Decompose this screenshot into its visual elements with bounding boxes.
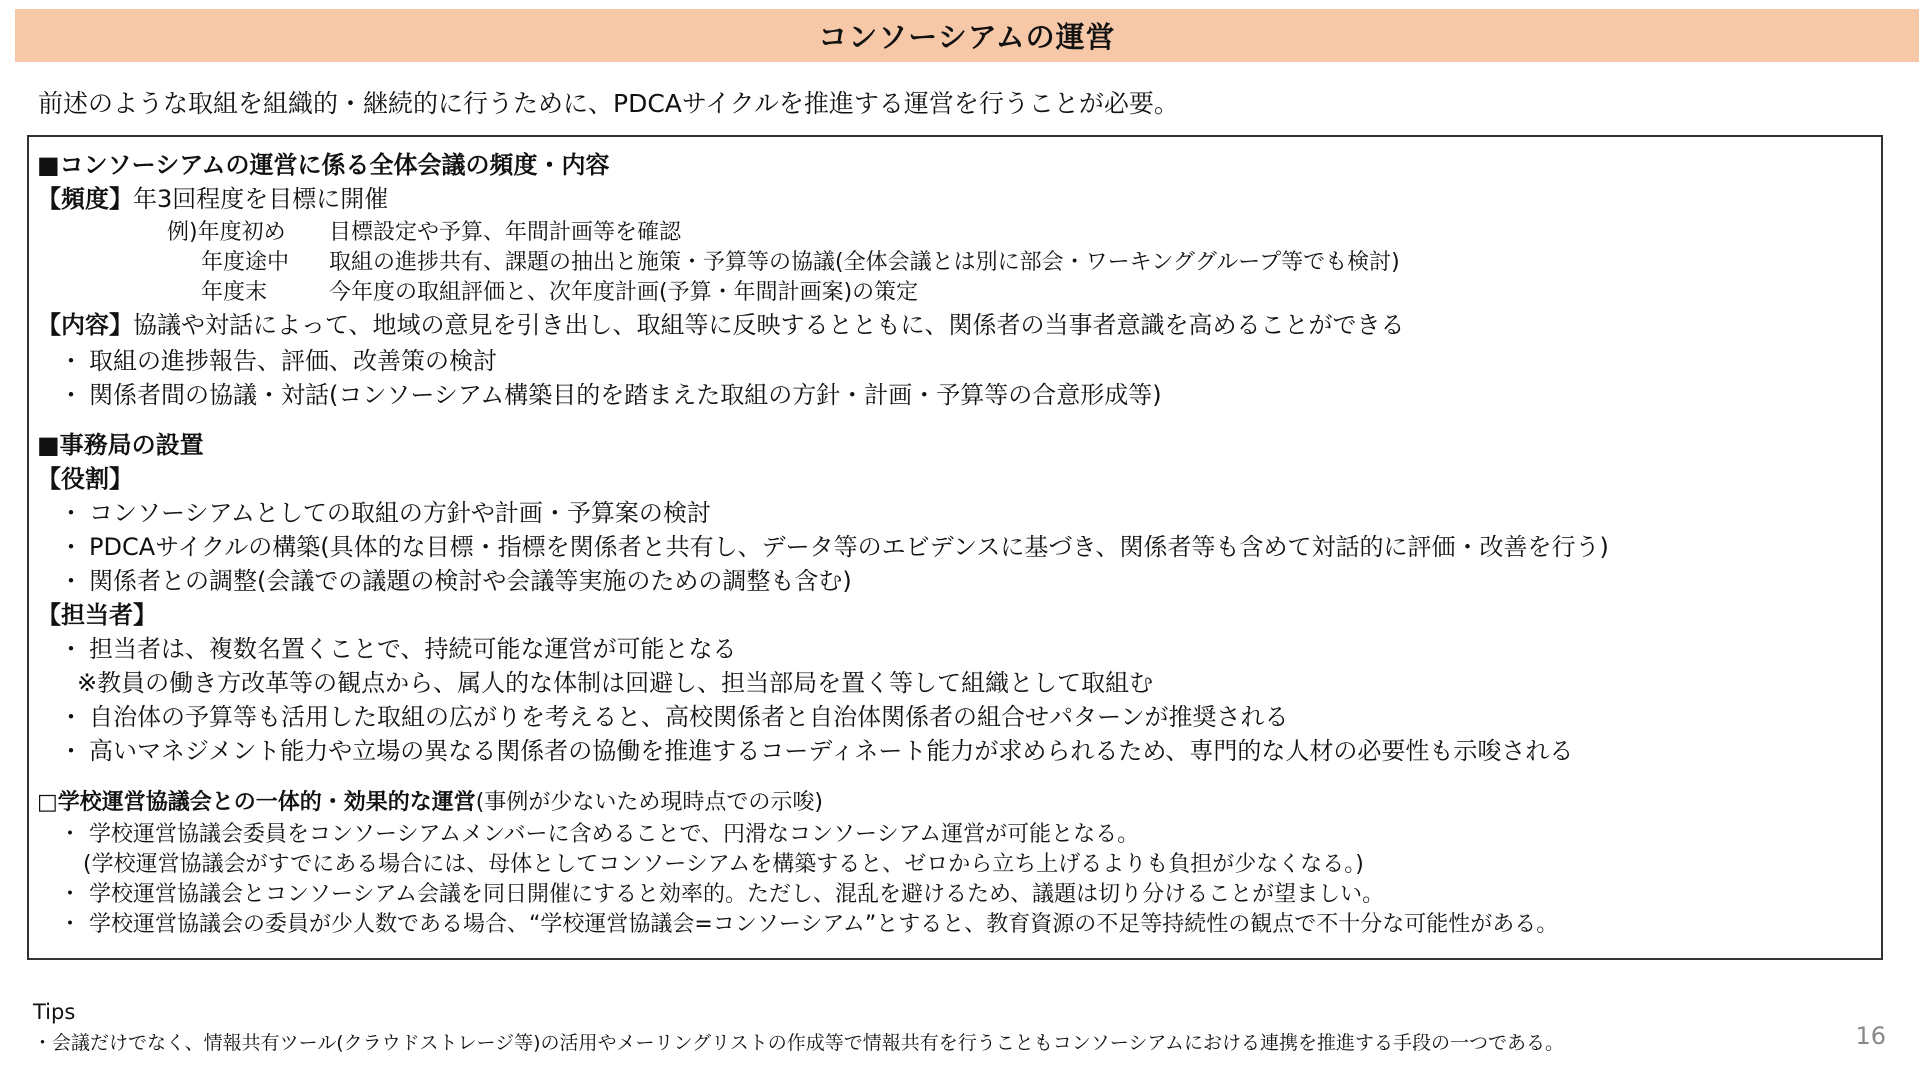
list-item: ・ 関係者との調整(会議での議題の検討や会議等実施のための調整も含む) [59,561,852,596]
list-item: ・ 取組の進捗報告、評価、改善策の検討 [59,341,497,376]
school-council-note: (学校運営協議会がすでにある場合には、母体としてコンソーシアムを構築すると、ゼロから立ち上げるよりも負担が少なくなる。) [83,852,1364,877]
staff-note: ※教員の働き方改革等の観点から、属人的な体制は回避し、担当部局を置く等して組織として取組む [77,669,1154,697]
frequency-tag: 【頻度】 [37,185,133,213]
list-item: ・ 高いマネジメント能力や立場の異なる関係者の協働を推進するコーディネート能力が求められるため、専門的な人材の必要性も示唆される [59,731,1573,766]
meeting-heading: ■コンソーシアムの運営に係る全体会議の頻度・内容 [37,151,610,179]
list-item: ・ 学校運営協議会委員をコンソーシアムメンバーに含めることで、円滑なコンソーシアム運営が可能となる。 [59,817,1139,848]
example-term: 年度途中 [201,250,290,275]
tips-label: Tips [33,1000,76,1024]
example-desc: 目標設定や予算、年間計画等を確認 [329,220,682,245]
secretariat-heading: ■事務局の設置 [37,431,204,459]
page-number: 16 [1855,1022,1886,1050]
school-council-heading [37,785,823,816]
school-council-heading-note: (事例が少ないため現時点での示唆) [475,790,823,815]
list-item: ・ 自治体の予算等も活用した取組の広がりを考えると、高校関係者と自治体関係者の組合せパターンが推奨される [59,697,1289,732]
content-tag: 【内容】 [37,311,133,339]
title-bar [15,9,1919,62]
content-box [27,135,1883,960]
list-item: ・ コンソーシアムとしての取組の方針や計画・予算案の検討 [59,493,711,528]
example-desc: 取組の進捗共有、課題の抽出と施策・予算等の協議(全体会議とは別に部会・ワーキンググループ等でも検討) [329,250,1400,275]
example-desc: 今年度の取組評価と、次年度計画(予算・年間計画案)の策定 [329,280,919,305]
content-text: 協議や対話によって、地域の意見を引き出し、取組等に反映するとともに、関係者の当事者意識を高めることができる [133,311,1405,339]
frequency-text: 年3回程度を目標に開催 [133,185,389,213]
staff-tag: 【担当者】 [37,601,157,629]
intro-text: 前述のような取組を組織的・継続的に行うために、PDCAサイクルを推進する運営を行うことが必要。 [38,89,1179,118]
list-item: ・ 担当者は、複数名置くことで、持続可能な運営が可能となる [59,629,737,664]
page-title: コンソーシアムの運営 [818,20,1116,54]
example-term: 例)年度初め [167,220,286,245]
content-line [37,305,1405,340]
tips-text: ・会議だけでなく、情報共有ツール(クラウドストレージ等)の活用やメーリングリストの作成等で情報共有を行うこともコンソーシアムにおける連携を推進する手段の一つである。 [33,1032,1565,1054]
school-council-heading-bold: □学校運営協議会との一体的・効果的な運営 [37,790,476,815]
list-item: ・ 関係者間の協議・対話(コンソーシアム構築目的を踏まえた取組の方針・計画・予算等の合意形成等) [59,375,1162,410]
list-item: ・ 学校運営協議会の委員が少人数である場合、“学校運営協議会=コンソーシアム”とすると、教育資源の不足等持続性の観点で不十分な可能性がある。 [59,907,1558,938]
frequency-line [37,179,388,214]
role-tag: 【役割】 [37,465,133,493]
example-term: 年度末 [201,280,268,305]
list-item: ・ 学校運営協議会とコンソーシアム会議を同日開催にすると効率的。ただし、混乱を避けるため、議題は切り分けることが望ましい。 [59,877,1384,908]
list-item: ・ PDCAサイクルの構築(具体的な目標・指標を関係者と共有し、データ等のエビデンスに基づき、関係者等も含めて対話的に評価・改善を行う) [59,527,1609,562]
